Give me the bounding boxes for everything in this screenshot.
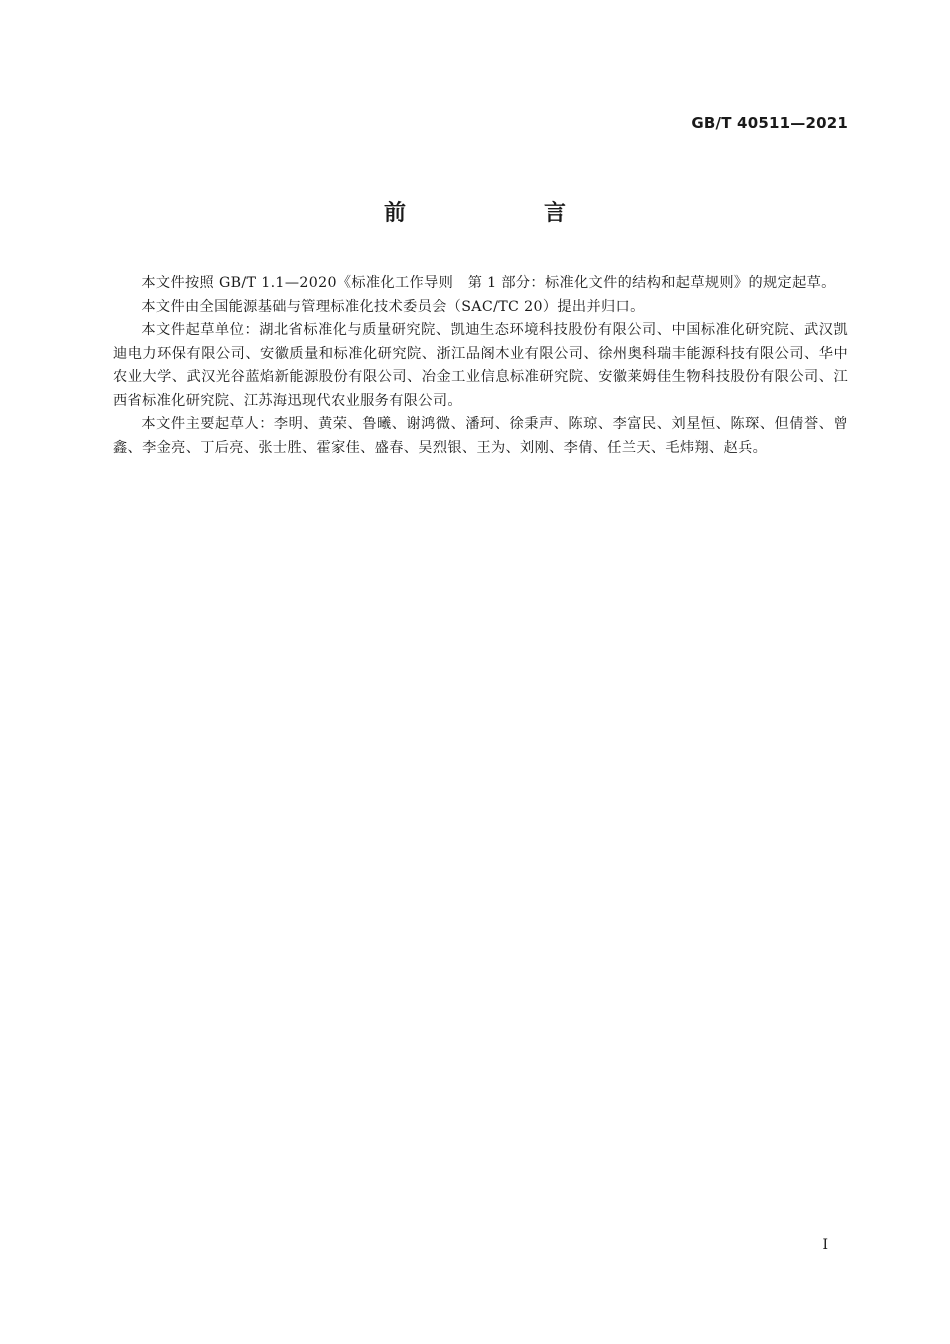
preface-body bbox=[113, 272, 848, 460]
standard-code: GB/T 40511—2021 bbox=[691, 114, 848, 132]
paragraph-drafting-rules: 本文件按照 GB/T 1.1—2020《标准化工作导则 第 1 部分：标准化文件的结构和起草规则》的规定起草。 bbox=[141, 275, 836, 291]
paragraph-drafting-units: 本文件起草单位：湖北省标准化与质量研究院、凯迪生态环境科技股份有限公司、中国标准化研究院、武汉凯迪电力环保有限公司、安徽质量和标准化研究院、浙江品阁木业有限公司、徐州奥科瑞丰能源科技有限公司、华中农业大学、武汉光谷蓝焰新能源股份有限公司、冶金工业信息标准研究院、安徽莱姆佳生物科技股份有限公司、江西省标准化研究院、江苏海迅现代农业服务有限公司。 bbox=[113, 322, 848, 409]
page-number: I bbox=[822, 1237, 828, 1253]
paragraph-committee: 本文件由全国能源基础与管理标准化技术委员会（SAC/TC 20）提出并归口。 bbox=[141, 298, 645, 315]
page-title: 前 言 bbox=[383, 201, 624, 226]
paragraph-drafters: 本文件主要起草人：李明、黄荣、鲁曦、谢鸿微、潘珂、徐秉声、陈琼、李富民、刘星恒、陈琛、但倩誉、曾鑫、李金亮、丁后亮、张士胜、霍家佳、盛春、吴烈银、王为、刘刚、李倩、任兰天、毛炜翔、赵兵。 bbox=[113, 416, 848, 456]
